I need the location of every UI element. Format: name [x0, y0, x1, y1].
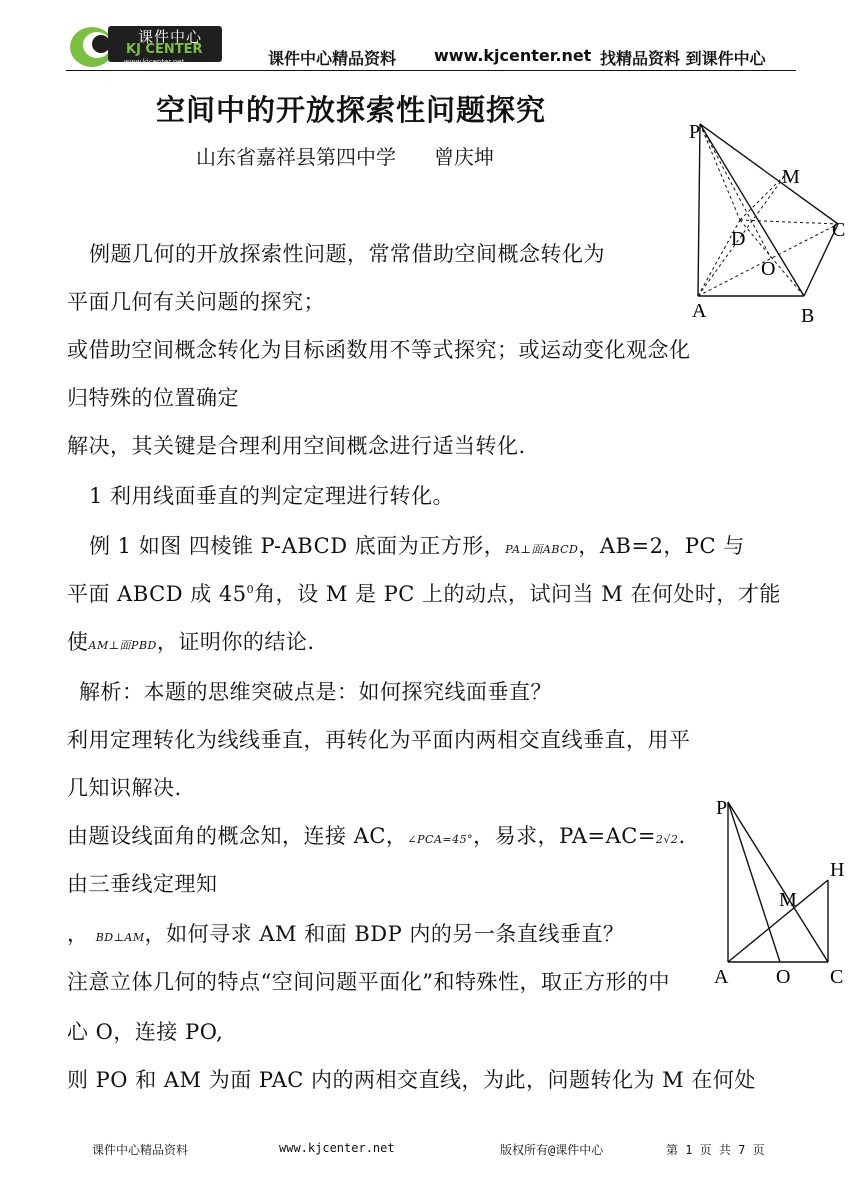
logo-text-en: KJ CENTER	[126, 42, 203, 57]
site-logo	[66, 20, 222, 70]
math-pa-perp: PA⊥面ABCD	[505, 543, 579, 556]
example-1-line-2: 平面 ABCD 成 $45^0$角，设 M 是 PC 上的动点，试问当 M 在何处时，才能	[67, 582, 781, 606]
header-url-link[interactable]: www.kjcenter.net	[434, 46, 592, 65]
fig2-label-p: P	[716, 797, 728, 819]
para-line-3: 或借助空间概念转化为目标函数用不等式探究；或运动变化观念化	[67, 338, 691, 362]
analysis-line-1: 解析：本题的思维突破点是：如何探究线面垂直？	[79, 680, 552, 704]
fig2-label-o: O	[776, 966, 791, 988]
document-title: 空间中的开放探索性问题探究	[156, 93, 547, 127]
analysis-line-4: 由题设线面角的概念知，连接 AC，∠PCA=45°，易求，PA=AC=2√2.	[67, 824, 686, 848]
analysis-line-3: 几知识解决.	[67, 776, 182, 800]
analysis-line-2: 利用定理转化为线线垂直，再转化为平面内两相交直线垂直，用平	[67, 728, 691, 752]
analysis-line-8: 心 O，连接 PO,	[67, 1020, 224, 1044]
fig1-label-c: C	[832, 219, 846, 241]
fig1-label-b: B	[801, 305, 815, 324]
logo-text-cn: 课件中心	[138, 28, 203, 46]
para-line-1: 例题几何的开放探索性问题，常常借助空间概念转化为	[89, 242, 605, 266]
logo-url: www.kjcenter.net	[124, 58, 185, 66]
example-1-line-3: 使AM⊥面PBD，证明你的结论.	[67, 630, 315, 654]
author-name: 曾庆坤	[434, 145, 494, 169]
section-heading-1: 1 利用线面垂直的判定定理进行转化。	[89, 484, 455, 508]
fig2-label-c: C	[830, 966, 844, 988]
section-figure	[712, 794, 854, 990]
math-2root2: 2√2	[655, 833, 679, 846]
pyramid-figure	[688, 112, 853, 324]
para-line-4: 归特殊的位置确定	[67, 386, 239, 410]
para-line-5: 解决，其关键是合理利用空间概念进行适当转化.	[67, 434, 526, 458]
footer-url-link[interactable]: www.kjcenter.net	[279, 1141, 395, 1155]
header-tagline-left: 课件中心精品资料	[268, 49, 397, 68]
fig1-label-m: M	[782, 166, 800, 188]
para-line-2: 平面几何有关问题的探究；	[67, 290, 325, 314]
analysis-line-9: 则 PO 和 AM 为面 PAC 内的两相交直线，为此，问题转化为 M 在何处	[67, 1068, 756, 1092]
fig1-label-o: O	[761, 258, 776, 280]
fig2-label-m: M	[779, 889, 797, 911]
math-am-perp: AM⊥面PBD	[88, 639, 157, 652]
footer-rights: 版权所有@课件中心	[500, 1143, 604, 1157]
example-1-line-1: 例 1 如图 四棱锥 P-ABCD 底面为正方形，PA⊥面ABCD，AB=2，PC 与	[89, 534, 745, 558]
footer-left: 课件中心精品资料	[92, 1143, 189, 1157]
analysis-line-6: ， BD⊥AM，如何寻求 AM 和面 BDP 内的另一条直线垂直？	[67, 922, 625, 946]
math-angle-pca: ∠PCA=45°	[407, 833, 474, 846]
footer-page-number: 第 1 页 共 7 页	[666, 1143, 765, 1157]
fig1-label-p: P	[689, 121, 701, 143]
header-divider	[66, 70, 796, 71]
fig2-label-h: H	[830, 859, 845, 881]
header-tagline-right: 找精品资料 到课件中心	[600, 49, 766, 68]
fig1-label-a: A	[692, 300, 707, 322]
fig1-label-d: D	[731, 228, 746, 250]
author-school: 山东省嘉祥县第四中学	[196, 145, 396, 169]
fig2-label-a: A	[714, 966, 729, 988]
author-line	[196, 141, 494, 170]
analysis-line-5: 由三垂线定理知	[67, 872, 218, 896]
math-bd-perp-am: BD⊥AM	[95, 931, 145, 944]
analysis-line-7: 注意立体几何的特点“空间问题平面化”和特殊性，取正方形的中	[67, 970, 670, 994]
